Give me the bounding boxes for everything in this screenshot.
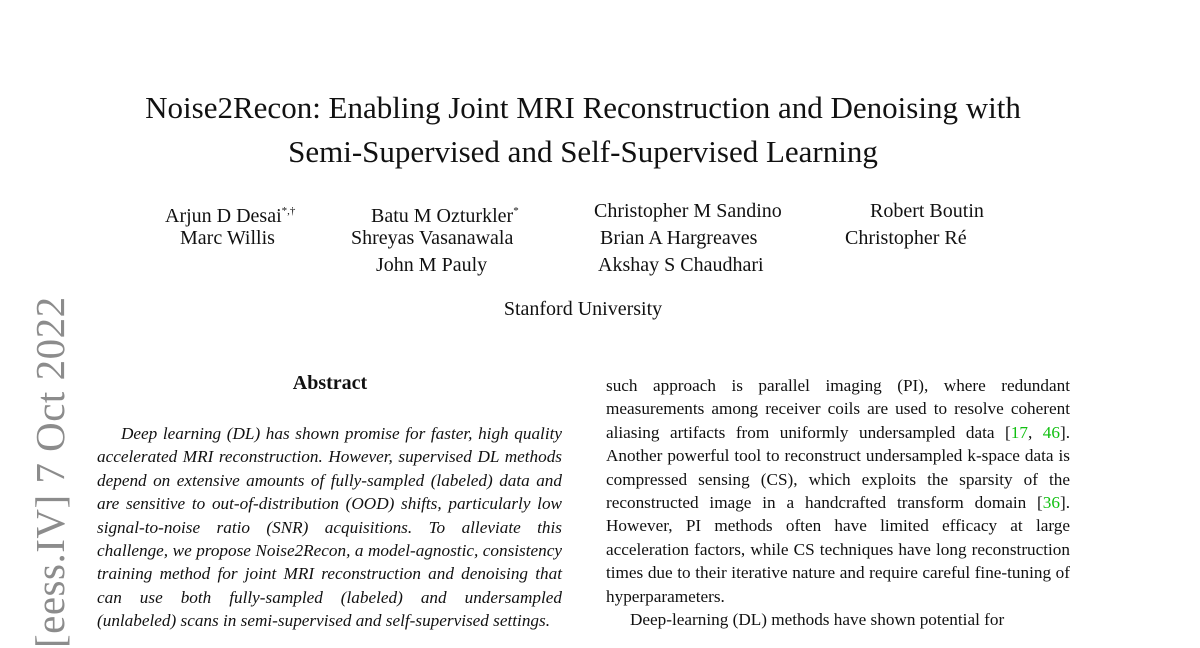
- body-paragraph: Deep-learning (DL) methods have shown potential for: [630, 610, 1005, 630]
- affiliation: Stanford University: [503, 298, 663, 320]
- author-name: Arjun D Desai*,†: [165, 205, 296, 227]
- arxiv-stamp: [eess.IV] 7 Oct 2022: [27, 296, 73, 648]
- title-line-2: Semi-Supervised and Self-Supervised Learning: [288, 134, 878, 169]
- body-paragraph: such approach is parallel imaging (PI), where redundant measurements among receiver coils are used to resolve coherent aliasing artifacts from uniformly undersampled data [17, 46]. Another powerful tool to reconstruct undersampled k-space data is compressed sensing (CS), which exploits the sparsity of the reconstructed image in a handcrafted transform domain [36]. However, PI methods often have limited efficacy at large acceleration factors, while CS techniques have long reconstruction times due to their iterative nature and require careful fine-tuning of hyperparameters.: [606, 376, 1070, 606]
- citation-link[interactable]: 36: [1042, 493, 1060, 513]
- author-name: Akshay S Chaudhari: [598, 254, 764, 276]
- author-marks: *,†: [281, 205, 296, 217]
- citation-link[interactable]: 46: [1042, 422, 1060, 442]
- author-name: Batu M Ozturkler*: [371, 205, 519, 227]
- author-name: Marc Willis: [180, 227, 275, 249]
- author-name: Robert Boutin: [870, 200, 984, 222]
- abstract-text: Deep learning (DL) has shown promise for faster, high quality accelerated MRI reconstruction. However, supervised DL methods depend on extensive amounts of fully-sampled (labeled) data and are sensitive to out-of-distribution (OOD) shifts, particularly low signal-to-noise ratio (SNR) acquisitions. To alleviate this challenge, we propose Noise2Recon, a model-agnostic, consistency training method for joint MRI reconstruction and denoising that can use both fully-sampled (labeled) and undersampled (unlabeled) scans in semi-supervised and self-supervised settings.: [97, 424, 562, 631]
- author-name: John M Pauly: [376, 254, 488, 276]
- title-line-1: Noise2Recon: Enabling Joint MRI Reconstruction and Denoising with: [145, 90, 1021, 125]
- right-column-body: [606, 374, 1070, 631]
- author-marks: *: [513, 205, 519, 217]
- author-name: Brian A Hargreaves: [600, 227, 758, 249]
- citation-link[interactable]: 17: [1010, 422, 1028, 442]
- author-name: Christopher Ré: [845, 227, 967, 249]
- author-name: Christopher M Sandino: [594, 200, 782, 222]
- abstract-heading: Abstract: [292, 372, 368, 394]
- author-name: Shreyas Vasanawala: [351, 227, 514, 249]
- paper-title: [60, 86, 1106, 174]
